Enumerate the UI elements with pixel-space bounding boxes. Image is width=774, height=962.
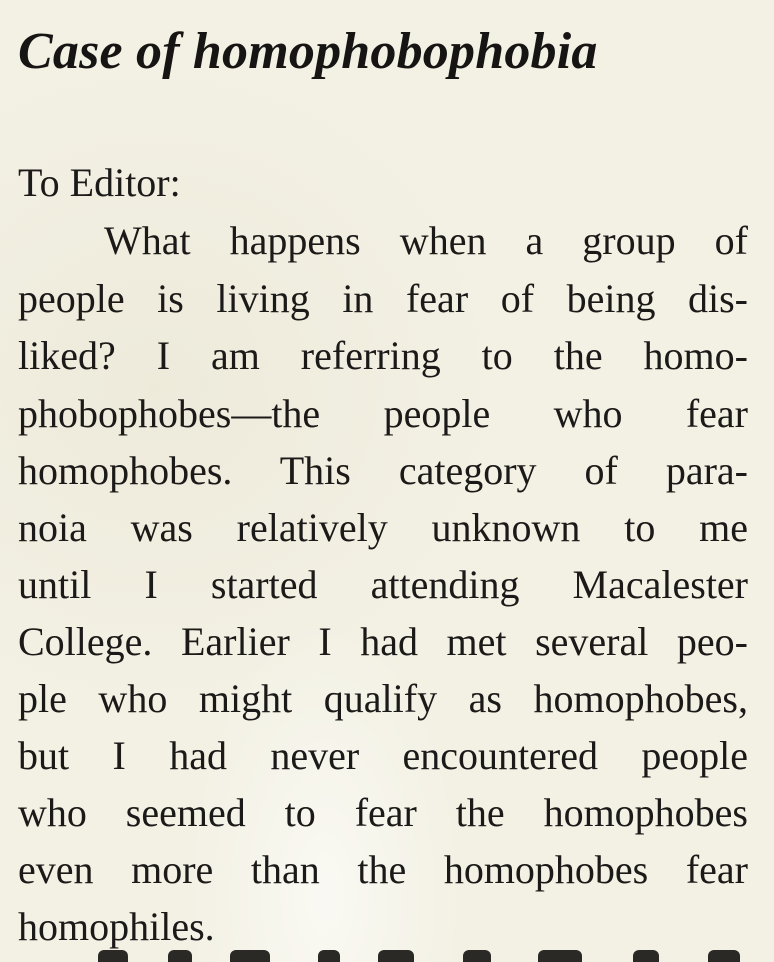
body-line-1: What happens when a group of	[104, 218, 748, 263]
body-line-13: homophiles.	[18, 904, 215, 949]
salutation: To Editor:	[18, 160, 181, 205]
body-line-5: homophobes. This category of para-	[18, 448, 748, 493]
body-line-3: liked? I am referring to the homo-	[18, 333, 748, 378]
body-line-10: but I had never encountered people	[18, 733, 748, 778]
body-line-7: until I started attending Macalester	[18, 562, 748, 607]
body-line-8: College. Earlier I had met several peo-	[18, 619, 748, 664]
body-line-6: noia was relatively unknown to me	[18, 505, 748, 550]
body-line-2: people is living in fear of being dis-	[18, 276, 748, 321]
body-line-12: even more than the homophobes fear	[18, 847, 748, 892]
body-line-4: phobophobes—the people who fear	[18, 391, 748, 436]
body-line-9: ple who might qualify as homophobes,	[18, 676, 748, 721]
cropped-next-line	[18, 950, 748, 962]
headline: Case of homophobophobia	[18, 23, 598, 80]
body-line-11: who seemed to fear the homophobes	[18, 790, 748, 835]
